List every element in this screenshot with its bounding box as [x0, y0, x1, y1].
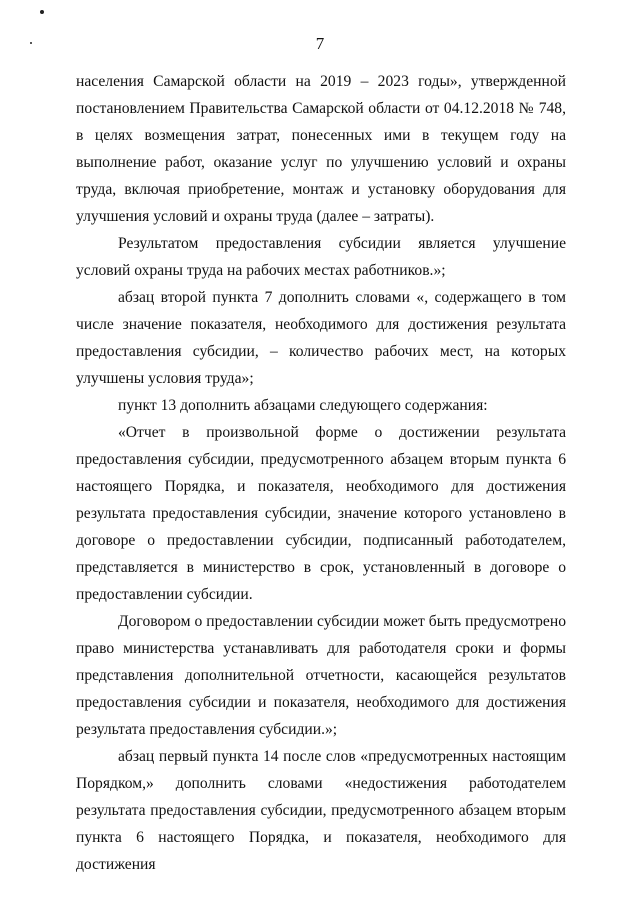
paragraph-item-13: пункт 13 дополнить абзацами следующего содержания:	[118, 397, 488, 414]
paragraph-continuation: населения Самарской области на 2019 – 2023 годы», утвержденной постановлением Правительства Самарской области от 04.12.2018 № 748, в целях возмещения затрат, понесенных ими в текущем году на выполнение работ, оказание услуг по улучшению условий и охраны труда, включая приобретение, монтаж и установку оборудования для улучшения условий и охраны труда (далее – затраты).	[76, 73, 566, 225]
document-body	[76, 68, 566, 878]
paragraph-item-7: абзац второй пункта 7 дополнить словами «, содержащего в том числе значение показателя, необходимого для достижения результата предоставления субсидии, – количество рабочих мест, на которых улучшены условия труда»;	[76, 289, 566, 387]
page-number: 7	[315, 34, 325, 53]
paragraph-contract: Договором о предоставлении субсидии может быть предусмотрено право министерства устанавливать для работодателя сроки и формы представления дополнительной отчетности, касающейся результатов предоставления субсидии и показателя, необходимого для достижения результата предоставления субсидии.»;	[76, 613, 566, 738]
paragraph-result: Результатом предоставления субсидии является улучшение условий охраны труда на рабочих местах работников.»;	[76, 235, 566, 279]
paragraph-item-14: абзац первый пункта 14 после слов «предусмотренных настоящим Порядком,» дополнить словами «недостижения работодателем результата предоставления субсидии, предусмотренного абзацем вторым пункта 6 настоящего Порядка, и показателя, необходимого для достижения	[76, 748, 566, 873]
scan-speck	[40, 10, 44, 14]
paragraph-report: «Отчет в произвольной форме о достижении результата предоставления субсидии, предусмотренного абзацем вторым пункта 6 настоящего Порядка, и показателя, необходимого для достижения результата предоставления субсидии, значение которого установлено в договоре о предоставлении субсидии, подписанный работодателем, представляется в министерство в срок, установленный в договоре о предоставлении субсидии.	[76, 424, 566, 603]
